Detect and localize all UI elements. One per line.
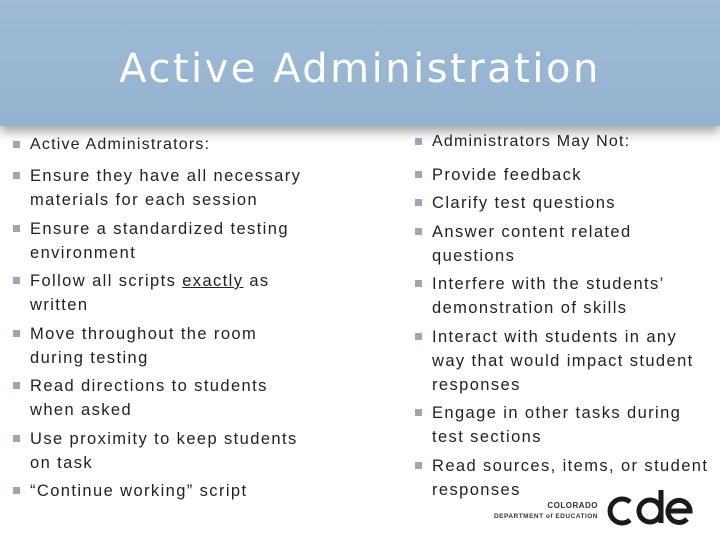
list-item-text: Read directions to students when asked (30, 377, 268, 419)
list-item (12, 269, 312, 317)
right-heading-text: Administrators May Not: (432, 133, 631, 150)
bullet-icon (13, 172, 20, 179)
bullet-icon (13, 277, 20, 284)
logo-line-1: COLORADO (547, 501, 598, 510)
bullet-icon (13, 330, 20, 337)
left-bullet-list (12, 164, 312, 503)
list-item-text: Ensure they have all necessary materials for each session (30, 167, 302, 209)
list-item-text: Move throughout the room during testing (30, 324, 258, 367)
list-item (414, 191, 714, 215)
bullet-icon (415, 199, 422, 206)
bullet-icon (13, 487, 20, 494)
bullet-icon (415, 462, 422, 469)
list-item (12, 374, 312, 422)
list-item-text: Ensure a standardized testing environment (30, 219, 289, 262)
bullet-icon (415, 138, 422, 145)
bullet-icon (13, 141, 20, 148)
list-item (12, 479, 312, 503)
bullet-icon (415, 228, 422, 235)
left-heading (12, 133, 312, 161)
list-item-text: Answer content related questions (432, 222, 632, 265)
cde-logo-mark-icon (604, 486, 694, 536)
list-item (414, 163, 714, 187)
list-item (414, 220, 714, 268)
bullet-icon (415, 409, 422, 416)
list-item-text: Provide feedback (432, 165, 582, 184)
list-item (12, 322, 312, 370)
bullet-icon (13, 435, 20, 442)
bullet-icon (13, 382, 20, 389)
list-item (12, 164, 312, 212)
emphasized-word: exactly (182, 272, 244, 290)
right-heading (414, 130, 714, 158)
list-item-text: Interact with students in any way that would impact student responses (432, 327, 694, 394)
list-item (12, 427, 312, 475)
list-item (414, 325, 714, 397)
list-item (414, 401, 714, 449)
list-item-text: “Continue working” script (30, 482, 248, 500)
right-bullet-list (414, 163, 714, 502)
bullet-icon (415, 171, 422, 178)
bullet-icon (415, 333, 422, 340)
list-item (414, 272, 714, 320)
list-item-text: Use proximity to keep students on task (30, 429, 298, 472)
list-item (12, 217, 312, 265)
list-item-text: as written (30, 272, 270, 314)
cde-logo (486, 486, 696, 536)
right-column (414, 130, 714, 502)
bullet-icon (13, 225, 20, 232)
list-item-text: Follow all scripts (30, 272, 183, 290)
left-heading-text: Active Administrators: (30, 136, 211, 153)
list-item-text: Read sources, items, or student responses (432, 456, 709, 499)
left-column (12, 130, 312, 503)
list-item-text: Interfere with the students’ demonstration of skills (432, 275, 665, 317)
list-item-text: Clarify test questions (432, 194, 616, 212)
logo-line-2: DEPARTMENT of EDUCATION (493, 513, 598, 520)
list-item-text: Engage in other tasks during test sections (432, 404, 682, 446)
slide-title: Active Administration (119, 46, 601, 92)
bullet-icon (415, 280, 422, 287)
